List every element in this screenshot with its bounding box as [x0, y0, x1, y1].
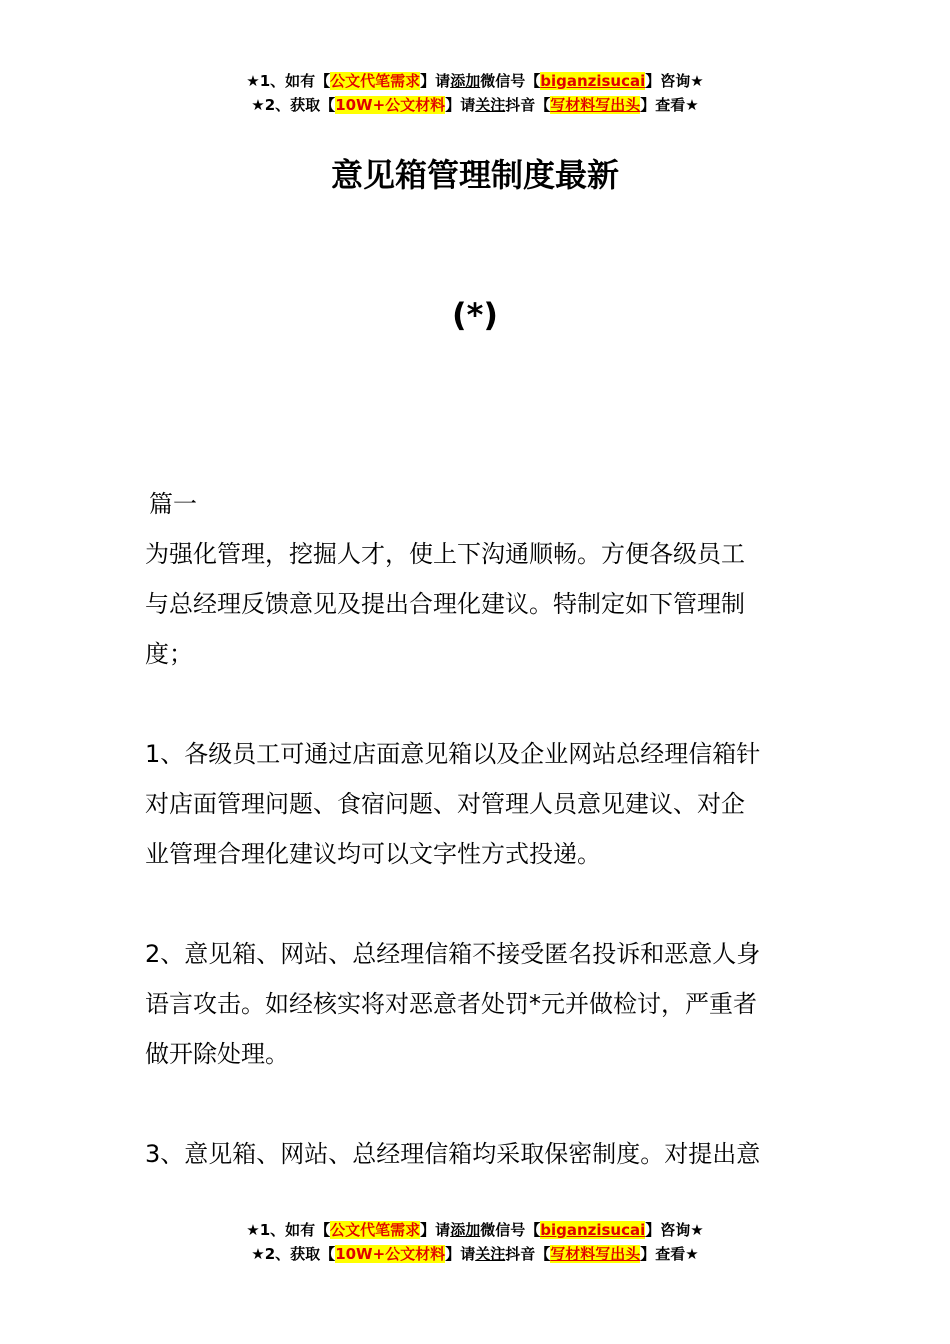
paragraph-line: 2、意见箱、网站、总经理信箱不接受匿名投诉和恶意人身 — [145, 940, 761, 968]
promo-banner-bottom — [0, 1218, 950, 1266]
paragraph-line: 度； — [145, 640, 193, 668]
section-heading: 篇一 — [149, 490, 197, 518]
paragraph — [145, 738, 825, 888]
paragraph-line: 对店面管理问题、食宿问题、对管理人员意见建议、对企 — [145, 790, 745, 818]
banner-line-2: ★2、获取【10W+公文材料】请关注抖音【写材料写出头】查看★ — [251, 96, 699, 114]
document-title: 意见箱管理制度最新 — [330, 156, 619, 194]
paragraph — [145, 538, 825, 688]
paragraph — [145, 1138, 825, 1188]
paragraph-line: 做开除处理。 — [145, 1040, 289, 1068]
banner-line-2: ★2、获取【10W+公文材料】请关注抖音【写材料写出头】查看★ — [251, 1245, 699, 1263]
promo-banner-top — [0, 69, 950, 117]
banner-line-1: ★1、如有【公文代笔需求】请添加微信号【biganzisucai】咨询★ — [246, 1221, 704, 1239]
paragraph-line: 为强化管理，挖掘人才，使上下沟通顺畅。方便各级员工 — [145, 540, 745, 568]
paragraph-line: 1、各级员工可通过店面意见箱以及企业网站总经理信箱针 — [145, 740, 761, 768]
paragraph-line: 与总经理反馈意见及提出合理化建议。特制定如下管理制 — [145, 590, 745, 618]
paragraph-line: 业管理合理化建议均可以文字性方式投递。 — [145, 840, 601, 868]
banner-line-1: ★1、如有【公文代笔需求】请添加微信号【biganzisucai】咨询★ — [246, 72, 704, 90]
paragraph-line: 语言攻击。如经核实将对恶意者处罚*元并做检讨，严重者 — [145, 990, 757, 1018]
paragraph — [145, 938, 825, 1088]
document-body — [145, 488, 825, 1188]
paragraph-line: 3、意见箱、网站、总经理信箱均采取保密制度。对提出意 — [145, 1140, 761, 1168]
document-subtitle: (*) — [452, 296, 498, 334]
